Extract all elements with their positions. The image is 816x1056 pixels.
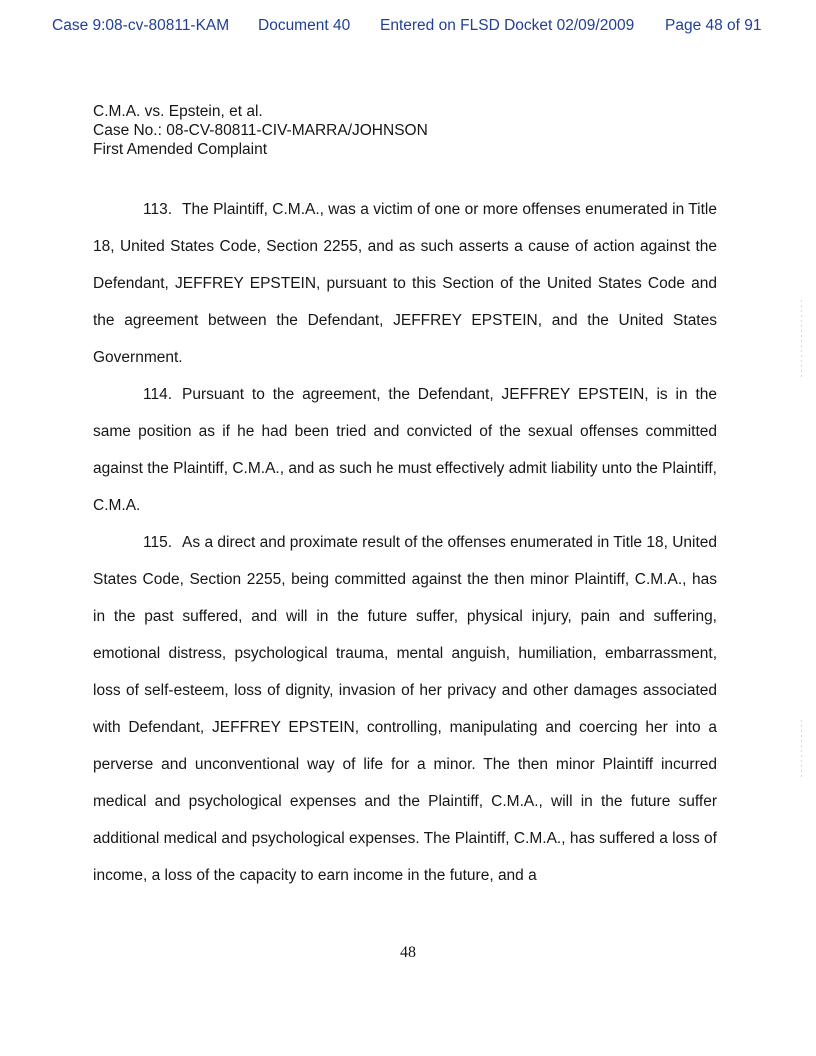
ecf-document-number: Document 40	[258, 17, 351, 34]
paragraph-number: 114.	[143, 386, 173, 403]
ecf-entered-date: Entered on FLSD Docket 02/09/2009	[380, 17, 635, 34]
page-number: 48	[400, 944, 416, 961]
caption-case-number: Case No.: 08-CV-80811-CIV-MARRA/JOHNSON	[93, 122, 428, 139]
scan-edge-mark	[801, 720, 802, 780]
paragraph-115	[93, 524, 717, 894]
paragraph-113	[93, 191, 717, 376]
case-caption	[93, 102, 428, 159]
caption-parties: C.M.A. vs. Epstein, et al.	[93, 103, 263, 120]
caption-document-title: First Amended Complaint	[93, 141, 268, 158]
paragraph-114	[93, 376, 717, 524]
complaint-body	[93, 191, 717, 894]
paragraph-text: The Plaintiff, C.M.A., was a victim of one or more offenses enumerated in Title 18, United States Code, Section 2255, and as such asserts a cause of action against the Defendant, JEFFREY EPSTEIN, pursuant to this Section of the United States Code and the agreement between the Defendant, JEFFREY EPSTEIN, and the United States Government.	[93, 201, 717, 366]
paragraph-number: 115.	[143, 534, 173, 551]
ecf-page-count: Page 48 of 91	[665, 17, 762, 34]
ecf-case-number: Case 9:08-cv-80811-KAM	[52, 17, 230, 34]
paragraph-number: 113.	[143, 201, 173, 218]
paragraph-text: Pursuant to the agreement, the Defendant, JEFFREY EPSTEIN, is in the same position as if he had been tried and convicted of the sexual offenses committed against the Plaintiff, C.M.A., and as such he must effectively admit liability unto the Plaintiff, C.M.A.	[93, 386, 717, 514]
ecf-header	[0, 17, 816, 39]
paragraph-text: As a direct and proximate result of the offenses enumerated in Title 18, United States Code, Section 2255, being committed against the then minor Plaintiff, C.M.A., has in the past suffered, and will in the future suffer, physical injury, pain and suffering, emotional distress, psychological trauma, mental anguish, humiliation, embarrassment, loss of self-esteem, loss of dignity, invasion of her privacy and other damages associated with Defendant, JEFFREY EPSTEIN, controlling, manipulating and coercing her into a perverse and unconventional way of life for a minor. The then minor Plaintiff incurred medical and psychological expenses and the Plaintiff, C.M.A., will in the future suffer additional medical and psychological expenses. The Plaintiff, C.M.A., has suffered a loss of income, a loss of the capacity to earn income in the future, and a	[93, 534, 717, 884]
scan-edge-mark	[801, 300, 802, 380]
